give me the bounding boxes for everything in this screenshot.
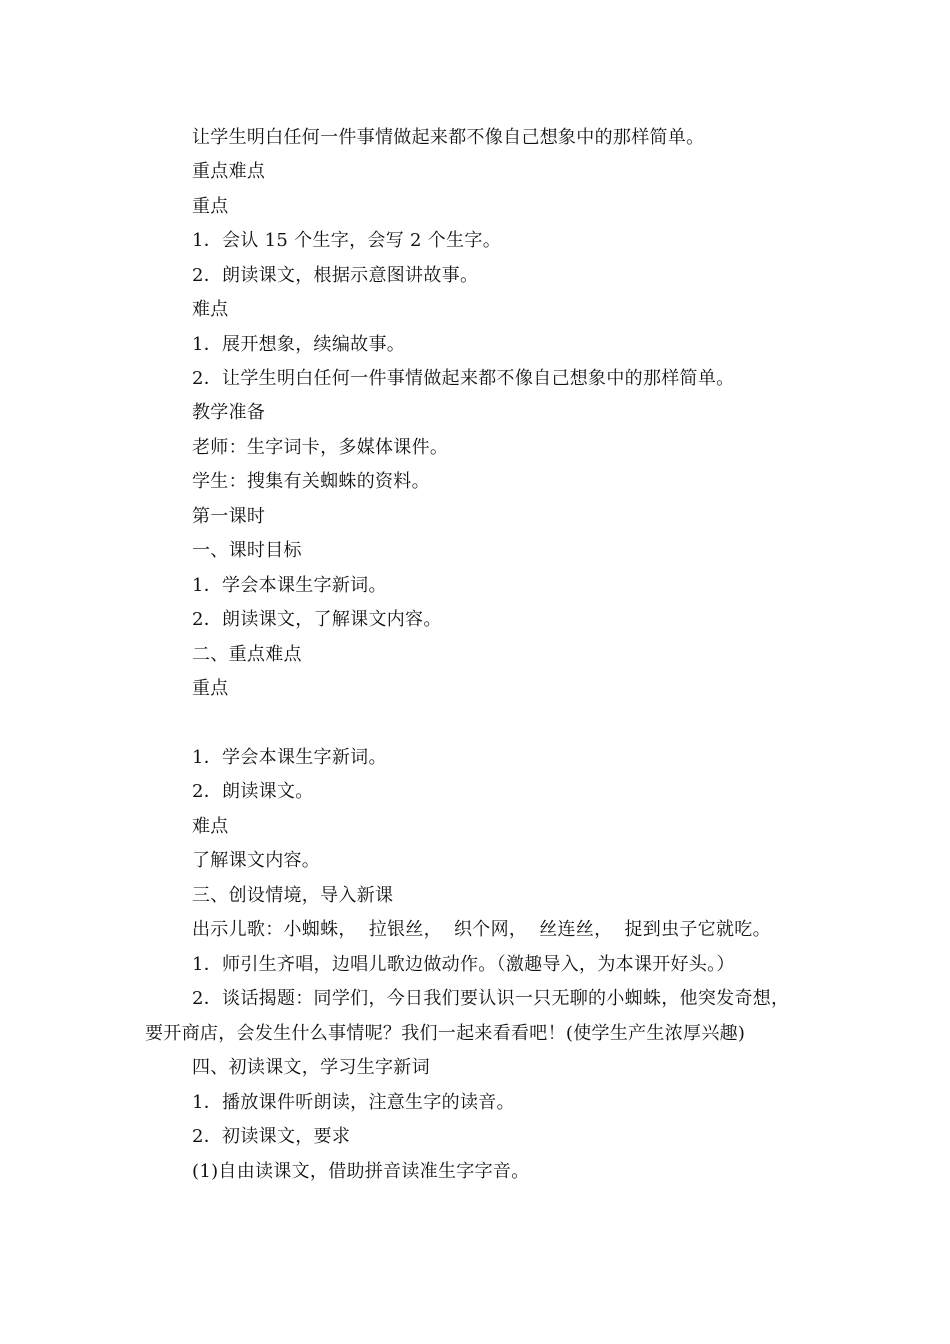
section-heading: 二、重点难点: [192, 644, 302, 665]
list-item: 2．朗读课文，根据示意图讲故事。: [192, 265, 479, 286]
subheading: 难点: [192, 299, 229, 320]
section-heading: 三、创设情境，导入新课: [192, 885, 394, 906]
list-item: 1．展开想象，续编故事。: [192, 334, 406, 355]
list-item: 2．让学生明白任何一件事情做起来都不像自己想象中的那样简单。: [192, 368, 735, 389]
text-line: 学生：搜集有关蜘蛛的资料。: [192, 471, 430, 492]
text-line: 让学生明白任何一件事情做起来都不像自己想象中的那样简单。: [192, 127, 705, 148]
list-item: 2．初读课文，要求: [192, 1126, 351, 1147]
list-item: 1．播放课件听朗读，注意生字的读音。: [192, 1092, 515, 1113]
list-item: 1．学会本课生字新词。: [192, 747, 387, 768]
list-item: (1)自由读课文，借助拼音读准生字字音。: [192, 1161, 530, 1182]
list-item: 1．学会本课生字新词。: [192, 575, 387, 596]
text-line: 要开商店，会发生什么事情呢？我们一起来看看吧！(使学生产生浓厚兴趣): [145, 1023, 746, 1044]
list-item: 1．师引生齐唱，边唱儿歌边做动作。（激趣导入，为本课开好头。）: [192, 954, 735, 975]
subheading: 重点: [192, 196, 229, 217]
text-line: 出示儿歌：小蜘蛛， 拉银丝， 织个网， 丝连丝， 捉到虫子它就吃。: [192, 919, 771, 940]
section-heading: 第一课时: [192, 506, 266, 527]
section-heading: 一、课时目标: [192, 540, 302, 561]
text-line: 老师：生字词卡，多媒体课件。: [192, 437, 449, 458]
list-item: 1．会认 15 个生字，会写 2 个生字。: [192, 230, 501, 251]
section-heading: 教学准备: [192, 402, 266, 423]
section-heading: 四、初读课文，学习生字新词: [192, 1057, 430, 1078]
list-item: 2．朗读课文，了解课文内容。: [192, 609, 442, 630]
list-item: 2．朗读课文。: [192, 781, 314, 802]
text-line: 了解课文内容。: [192, 850, 321, 871]
section-heading: 重点难点: [192, 161, 266, 182]
list-item: 2．谈话揭题：同学们，今日我们要认识一只无聊的小蜘蛛，他突发奇想，: [192, 988, 790, 1009]
subheading: 难点: [192, 816, 229, 837]
subheading: 重点: [192, 678, 229, 699]
